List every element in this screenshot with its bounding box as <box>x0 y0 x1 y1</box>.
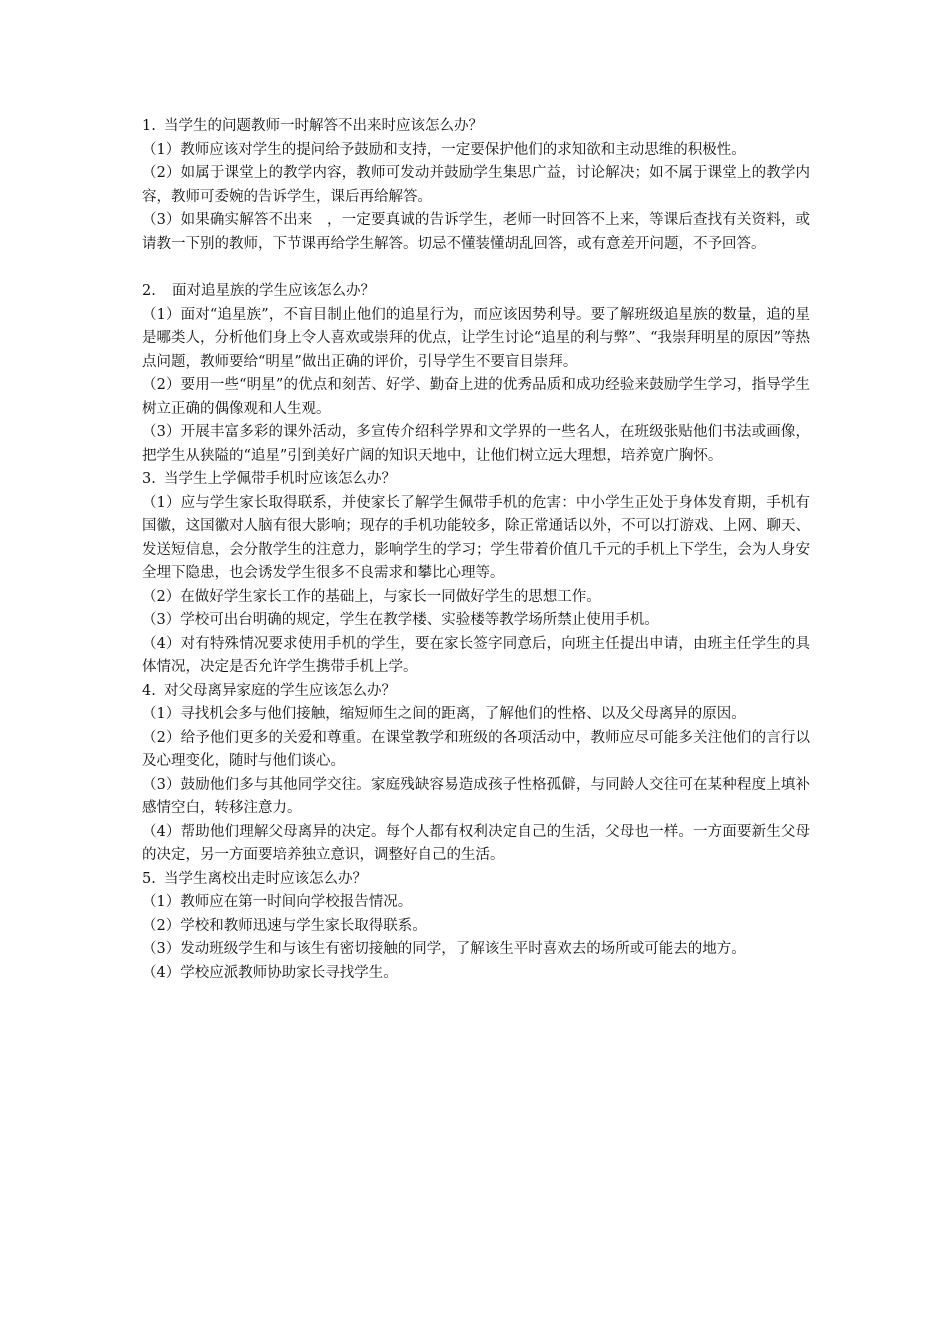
section-title: 当学生离校出走时应该怎么办？ <box>164 870 367 887</box>
paragraph: （2）在做好学生家长工作的基础上，与家长一同做好学生的思想工作。 <box>142 588 601 605</box>
section-heading <box>142 280 810 304</box>
paragraph: （2）给予他们更多的关爱和尊重。在课堂教学和班级的各项活动中，教师应尽可能多关注他们的言行以及心理变化，随时与他们谈心。 <box>142 729 810 769</box>
section-3 <box>142 468 810 680</box>
paragraph: （2）如属于课堂上的教学内容，教师可发动并鼓励学生集思广益，讨论解决；如不属于课堂上的教学内容，教师可委婉的告诉学生，课后再给解答。 <box>142 165 810 205</box>
section-1 <box>142 115 810 256</box>
section-number: 2. <box>142 283 156 299</box>
section-title: 对父母离异家庭的学生应该怎么办？ <box>164 682 396 699</box>
paragraph: （3）发动班级学生和与该生有密切接触的同学，了解该生平时喜欢去的场所或可能去的地方。 <box>142 941 746 957</box>
section-number: 1. <box>142 118 156 134</box>
paragraph: （4）对有特殊情况要求使用手机的学生，要在家长签字同意后，向班主任提出申请，由班主任学生的具体情况，决定是否允许学生携带手机上学。 <box>142 635 810 675</box>
paragraph: （1）教师应在第一时间向学校报告情况。 <box>142 894 413 910</box>
section-number: 5. <box>142 870 156 887</box>
paragraph: （3）如果确实解答不出来 ，一定要真诚的告诉学生，老师一时回答不上来，等课后查找有关资料，或请教一下别的教师，下节课再给学生解答。切忌不懂装懂胡乱回答，或有意差开问题，不予回答。 <box>142 212 810 252</box>
paragraph: （1）应与学生家长取得联系，并使家长了解学生佩带手机的危害：中小学生正处于身体发育期，手机有国徽，这国徽对人脑有很大影响；现存的手机功能较多，除正常通话以外，不可以打游戏、上网、聊天、发送短信息，会分散学生的注意力，影响学生的学习；学生带着价值几千元的手机上下学生，会为人身安全埋下隐患，也会诱发学生很多不良需求和攀比心理等。 <box>142 494 810 581</box>
section-number: 3. <box>142 471 156 487</box>
paragraph: （3）学校可出台明确的规定，学生在教学楼、实验楼等教学场所禁止使用手机。 <box>142 612 659 628</box>
paragraph: （2）学校和教师迅速与学生家长取得联系。 <box>142 917 427 934</box>
paragraph: （4）帮助他们理解父母离异的决定。每个人都有权利决定自己的生活，父母也一样。一方面要新生父母的决定，另一方面要培养独立意识，调整好自己的生活。 <box>142 823 810 863</box>
section-title: 面对追星族的学生应该怎么办？ <box>172 283 375 299</box>
paragraph: （3）鼓励他们多与其他同学交往。家庭残缺容易造成孩子性格孤僻，与同龄人交往可在某种程度上填补感情空白，转移注意力。 <box>142 776 810 816</box>
paragraph: （1）教师应该对学生的提问给予鼓励和支持，一定要保护他们的求知欲和主动思维的积极性。 <box>142 141 746 158</box>
paragraph: （2）要用一些“明星”的优点和刻苦、好学、勤奋上进的优秀品质和成功经验来鼓励学生学习，指导学生树立正确的偶像观和人生观。 <box>142 377 810 417</box>
section-heading <box>142 680 810 704</box>
section-title: 当学生的问题教师一时解答不出来时应该怎么办？ <box>164 118 483 134</box>
paragraph: （1）面对“追星族”，不盲目制止他们的追星行为，而应该因势利导。要了解班级追星族的数量，追的星是哪类人，分析他们身上令人喜欢或崇拜的优点，让学生讨论“追星的利与弊”、“我崇拜明星的原因”等热点问题，教师要给“明星”做出正确的评价，引导学生不要盲目崇拜。 <box>142 306 810 370</box>
section-number: 4. <box>142 682 156 699</box>
paragraph: （4）学校应派教师协助家长寻找学生。 <box>142 964 398 981</box>
document-page <box>142 115 810 985</box>
section-heading <box>142 468 810 492</box>
paragraph: （1）寻找机会多与他们接触，缩短师生之间的距离，了解他们的性格、以及父母离异的原因。 <box>142 706 746 722</box>
section-5 <box>142 868 810 986</box>
section-heading <box>142 115 810 139</box>
section-heading <box>142 868 810 892</box>
paragraph: （3）开展丰富多彩的课外活动，多宣传介绍科学界和文学界的一些名人，在班级张贴他们书法或画像，把学生从狭隘的“追星”引到美好广阔的知识天地中，让他们树立远大理想，培养宽广胸怀。 <box>142 424 810 464</box>
section-4 <box>142 680 810 868</box>
section-title: 当学生上学佩带手机时应该怎么办？ <box>164 471 396 487</box>
section-2 <box>142 280 810 468</box>
